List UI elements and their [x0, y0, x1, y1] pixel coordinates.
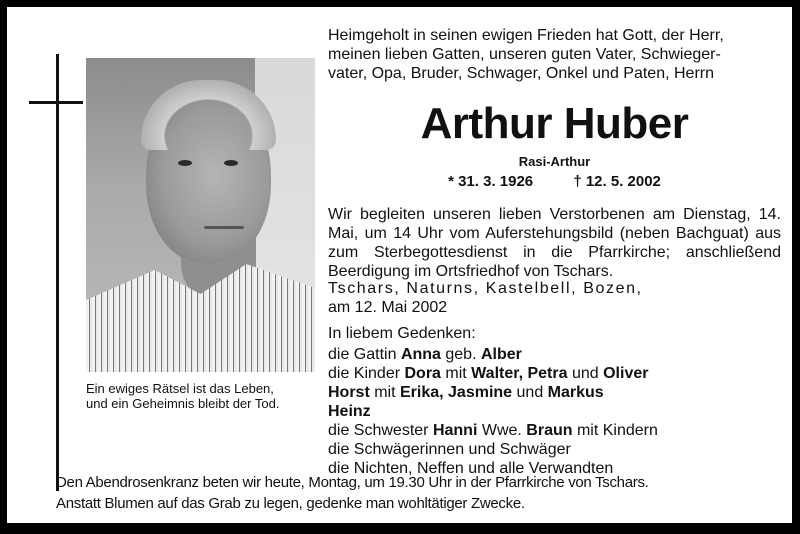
announcement-date: am 12. Mai 2002 — [328, 299, 448, 316]
portrait-photo — [86, 58, 315, 372]
birth-date: * 31. 3. 1926 — [448, 173, 534, 190]
intro-text — [328, 26, 781, 83]
intro-line-3: vater, Opa, Bruder, Schwager, Onkel und Paten, Herrn — [328, 65, 714, 82]
life-dates — [328, 173, 781, 190]
intro-line-2: meinen lieben Gatten, unseren guten Vater, Schwieger- — [328, 46, 721, 63]
death-date: † 12. 5. 2002 — [573, 173, 661, 190]
mourner-children-1: die Kinder Dora mit Walter, Petra und Oliver — [328, 365, 649, 382]
memorial-heading: In liebem Gedenken: — [328, 325, 476, 342]
cross-icon-horizontal — [29, 101, 83, 104]
obituary-card — [7, 7, 792, 523]
mourner-wife: die Gattin Anna geb. Alber — [328, 346, 522, 363]
cross-icon-vertical — [56, 54, 59, 491]
footer-notice — [56, 472, 796, 514]
photo-mouth — [204, 226, 244, 229]
photo-eye-left — [178, 160, 192, 166]
intro-line-1: Heimgeholt in seinen ewigen Frieden hat Gott, der Herr, — [328, 27, 724, 44]
caption-line-2: und ein Geheimnis bleibt der Tod. — [86, 396, 280, 411]
places-and-date — [328, 279, 781, 317]
mourner-sister: die Schwester Hanni Wwe. Braun mit Kindern — [328, 422, 658, 439]
mourner-relatives: die Nichten, Neffen und alle Verwandten — [328, 460, 614, 477]
donation-notice: Anstatt Blumen auf das Grab zu legen, gedenke man wohltätiger Zwecke. — [56, 495, 525, 512]
mourner-children-3: Heinz — [328, 403, 371, 420]
deceased-nickname: Rasi-Arthur — [518, 154, 591, 169]
caption-line-1: Ein ewiges Rätsel ist das Leben, — [86, 381, 274, 396]
locations: Tschars, Naturns, Kastelbell, Bozen, — [328, 280, 643, 297]
mourner-inlaws: die Schwägerinnen und Schwäger — [328, 441, 571, 458]
funeral-announcement: Wir begleiten unseren lieben Verstorbenen am Dienstag, 14. Mai, um 14 Uhr vom Auferstehungsbild (neben Bachguat) aus zum Sterbegottesdienst in die Pfarrkirche; anschließend Beerdigung im Ortsfriedhof von Tschars. — [328, 206, 781, 280]
rosary-notice: Den Abendrosenkranz beten wir heute, Montag, um 19.30 Uhr in der Pfarrkirche von Tschars. — [56, 474, 649, 491]
deceased-name: Arthur Huber — [420, 99, 689, 148]
mourners-list — [328, 324, 781, 478]
photo-eye-right — [224, 160, 238, 166]
photo-caption — [86, 381, 326, 411]
mourner-children-2: Horst mit Erika, Jasmine und Markus — [328, 384, 604, 401]
